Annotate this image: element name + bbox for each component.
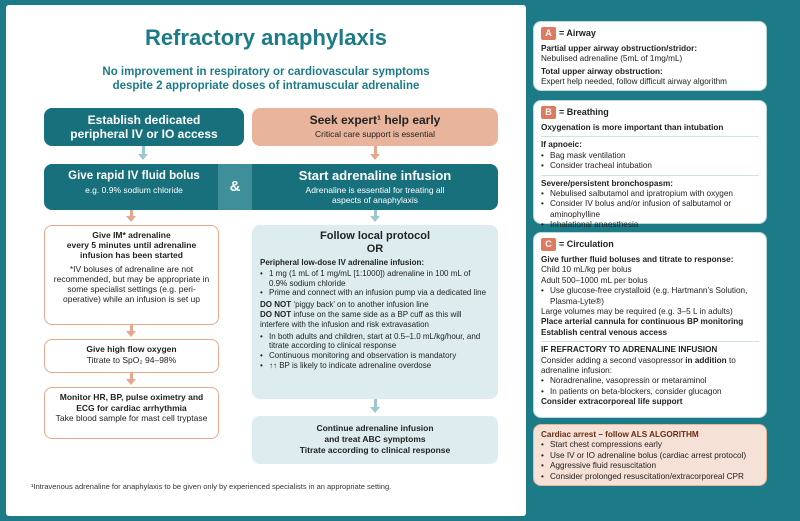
protocol-monitoring: • In both adults and children, start at 0.5–1.0 mL/kg/hour, and titrate according to clinical response • Continuous monitoring and observation is mandatory • ↑↑ BP is likely to indicate adrenaline overdose: [260, 332, 490, 371]
breathing-panel: B = Breathing Oxygenation is more important than intubation If apnoeic: • Bag mask ventilation • Consider tracheal intubation Severe/persistent bronchospasm: • Nebulised salbutamol and ipratropium with oxygen • Consider IV bolus and/or infusion of salbutamol or aminophylline • Inhalational anaesthesia: [533, 100, 767, 224]
fluid-bolus: Give rapid IV fluid bolus e.g. 0.9% sodium chloride: [68, 170, 200, 195]
arrow-down-icon: [126, 379, 136, 385]
im-adrenaline-box: Give IM* adrenaline every 5 minutes until adrenaline infusion has been started *IV boluses of adrenaline are not recommended, but may be appropriate in some specialist settings (e.g. peri-operative) while an infusion is set up: [44, 225, 219, 325]
arrow-down-icon: [370, 216, 380, 222]
arrow-down-icon: [138, 154, 148, 160]
page-subtitle: No improvement in respiratory or cardiovascular symptoms despite 2 appropriate doses of intramuscular adrenaline: [102, 66, 430, 92]
monitor-box: Monitor HR, BP, pulse oximetry and ECG for cardiac arrhythmia Take blood sample for mast cell tryptase: [44, 387, 219, 439]
airway-badge: A: [541, 27, 556, 40]
continue-box: Continue adrenaline infusion and treat ABC symptoms Titrate according to clinical response: [252, 416, 498, 464]
main-panel: [6, 5, 526, 516]
adrenaline-infusion: Start adrenaline infusion Adrenaline is essential for treating all aspects of anaphylaxis: [298, 168, 452, 205]
circulation-panel: C = Circulation Give further fluid boluses and titrate to response: Child 10 mL/kg per bolus Adult 500–1000 mL per bolus • Use glucose-free crystalloid (e.g. Hartmann’s Solution, Plasma-Lyte®) Large volumes may be required (e.g. 3–5 L in adults) Place arterial cannula for continuous BP monitoring Establish central venous access IF REFRACTORY TO ADRENALINE INFUSION Consider adding a second vasopressor in addition to adrenaline infusion: • Noradrenaline, vasopressin or metaraminol • In patients on beta-blockers, consider glucagon Consider extracorporeal life support: [533, 232, 767, 418]
breathing-badge: B: [541, 106, 556, 119]
arrow-down-icon: [370, 407, 380, 413]
protocol-steps: • 1 mg (1 mL of 1 mg/mL [1:1000]) adrenaline in 100 mL of 0.9% sodium chloride • Prime and connect with an infusion pump via a dedicated line: [260, 269, 490, 298]
airway-panel: A = Airway Partial upper airway obstruction/stridor: Nebulised adrenaline (5mL of 1mg/mL) Total upper airway obstruction: Expert help needed, follow difficult airway algorithm: [533, 21, 767, 91]
circulation-badge: C: [541, 238, 556, 251]
iv-access-box: Establish dedicated peripheral IV or IO access: [44, 108, 244, 146]
footnote: ¹Intravenous adrenaline for anaphylaxis to be given only by experienced specialists in an appropriate setting.: [31, 482, 392, 491]
arrow-down-icon: [370, 154, 380, 160]
arrow-down-icon: [126, 216, 136, 222]
oxygen-box: Give high flow oxygen Titrate to SpO₂ 94–98%: [44, 339, 219, 373]
cardiac-arrest-panel: Cardiac arrest – follow ALS ALGORITHM • Start chest compressions early • Use IV or IO adrenaline bolus (cardiac arrest protocol) • Aggressive fluid resuscitation • Consider prolonged resuscitation/extracorporeal CPR: [533, 424, 767, 486]
expert-help-box: Seek expert¹ help early Critical care support is essential: [252, 108, 498, 146]
and-divider: &: [218, 164, 252, 210]
page-title: Refractory anaphylaxis: [144, 25, 388, 50]
arrow-down-icon: [126, 331, 136, 337]
protocol-box: Follow local protocol OR Peripheral low-dose IV adrenaline infusion: • 1 mg (1 mL of 1 mg/mL [1:1000]) adrenaline in 100 mL of 0.9% sodium chloride • Prime and connect with an infusion pump via a dedicated line DO NOT ‘piggy back’ on to another infusion line DO NOT infuse on the same side as a BP cuff as this will interfere with the infusion and risk extravasation • In both adults and children, start at 0.5–1.0 mL/kg/hour, and titrate according to clinical response • Continuous monitoring and observation is mandatory • ↑↑ BP is likely to indicate adrenaline overdose: [252, 225, 498, 399]
